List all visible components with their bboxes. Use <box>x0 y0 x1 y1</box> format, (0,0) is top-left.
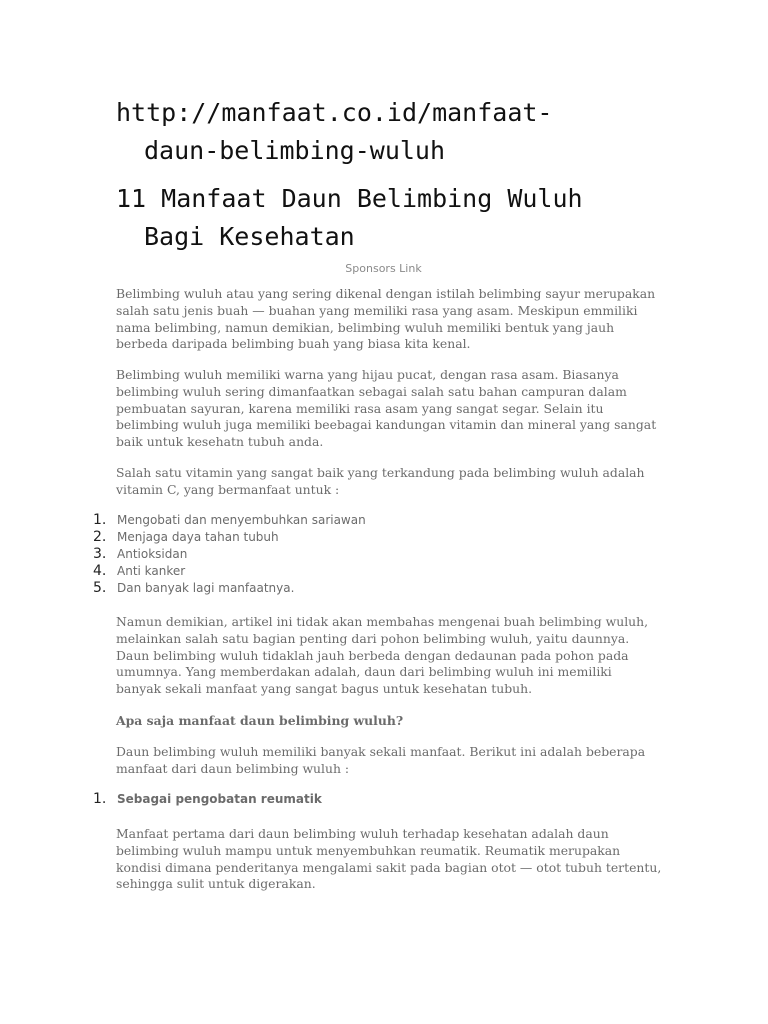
url-heading-line: daun-belimbing-wuluh <box>144 136 446 165</box>
sponsors-link-label: Sponsors Link <box>345 262 422 275</box>
paragraph-intro <box>116 286 656 353</box>
paragraph-benefits-intro <box>116 744 656 778</box>
paragraph-line: Daun belimbing wuluh memiliki banyak sekali manfaat. Berikut ini adalah beberapa <box>116 744 646 759</box>
list-item-text: Dan banyak lagi manfaatnya. <box>117 581 295 595</box>
list-item-text: Anti kanker <box>117 564 186 578</box>
paragraph-line: berbeda daripada belimbing buah yang biasa kita kenal. <box>116 336 471 352</box>
paragraph-line: belimbing wuluh mampu untuk menyembuhkan reumatik. Reumatik merupakan <box>116 842 621 858</box>
paragraph-line: belimbing wuluh sering dimanfaatkan sebagai salah satu bahan campuran dalam <box>116 383 627 399</box>
paragraph-line: umumnya. Yang memberdakan adalah, daun dari belimbing wuluh ini memiliki <box>116 664 612 680</box>
paragraph-line: Salah satu vitamin yang sangat baik yang terkandung pada belimbing wuluh adalah <box>116 465 645 480</box>
paragraph-line: Namun demikian, artikel ini tidak akan membahas mengenai buah belimbing wuluh, <box>116 614 649 629</box>
paragraph-line: baik untuk kesehatn tubuh anda. <box>116 434 324 450</box>
list-item-number: 5. <box>93 580 107 596</box>
list-item-text: Menjaga daya tahan tubuh <box>117 530 279 544</box>
url-heading-line: http://manfaat.co.id/manfaat- <box>116 98 553 127</box>
paragraph-line: kondisi dimana penderitanya mengalami sakit pada bagian otot — otot tubuh tertentu, <box>116 859 662 875</box>
paragraph-line: sehingga sulit untuk digerakan. <box>116 876 316 892</box>
paragraph-line: vitamin C, yang bermanfaat untuk : <box>116 481 340 497</box>
paragraph-line: Manfaat pertama dari daun belimbing wuluh terhadap kesehatan adalah daun <box>116 826 609 841</box>
list-item-number: 1. <box>93 791 107 807</box>
list-item-number: 2. <box>93 529 107 545</box>
list-item-number: 4. <box>93 563 107 579</box>
paragraph-description <box>116 367 656 451</box>
paragraph-line: melainkan salah satu bagian penting dari pohon belimbing wuluh, yaitu daunnya. <box>116 630 630 646</box>
list-item-text: Antioksidan <box>117 547 188 561</box>
paragraph-line: Daun belimbing wuluh tidaklah jauh berbeda dengan dedaunan pada pohon pada <box>116 647 629 663</box>
paragraph-line: Belimbing wuluh atau yang sering dikenal dengan istilah belimbing sayur merupakan <box>116 286 656 301</box>
paragraph-line: pembuatan sayuran, karena memiliki rasa asam yang sangat segar. Selain itu <box>116 400 604 416</box>
url-heading <box>116 94 676 170</box>
paragraph-leaf-intro <box>116 614 656 698</box>
list-item-number: 3. <box>93 546 107 562</box>
section-subheading: Apa saja manfaat daun belimbing wuluh? <box>116 713 404 728</box>
paragraph-line: manfaat dari daun belimbing wuluh : <box>116 760 350 776</box>
paragraph-vitamin <box>116 465 656 499</box>
paragraph-line: Belimbing wuluh memiliki warna yang hijau pucat, dengan rasa asam. Biasanya <box>116 367 619 382</box>
list-item-text: Mengobati dan menyembuhkan sariawan <box>117 513 366 527</box>
paragraph-line: banyak sekali manfaat yang sangat bagus untuk kesehatan tubuh. <box>116 681 533 697</box>
page-title <box>116 180 676 256</box>
paragraph-line: salah satu jenis buah — buahan yang memiliki rasa yang asam. Meskipun emmiliki <box>116 302 638 318</box>
paragraph-line: belimbing wuluh juga memiliki beebagai kandungan vitamin dan mineral yang sangat <box>116 417 657 433</box>
page-title-line: 11 Manfaat Daun Belimbing Wuluh <box>116 184 583 213</box>
list-item-heading: Sebagai pengobatan reumatik <box>117 792 322 806</box>
page-title-line: Bagi Kesehatan <box>144 222 355 251</box>
paragraph-line: nama belimbing, namun demikian, belimbing wuluh memiliki bentuk yang jauh <box>116 319 615 335</box>
list-item-number: 1. <box>93 512 107 528</box>
paragraph-rheumatism <box>116 826 662 893</box>
